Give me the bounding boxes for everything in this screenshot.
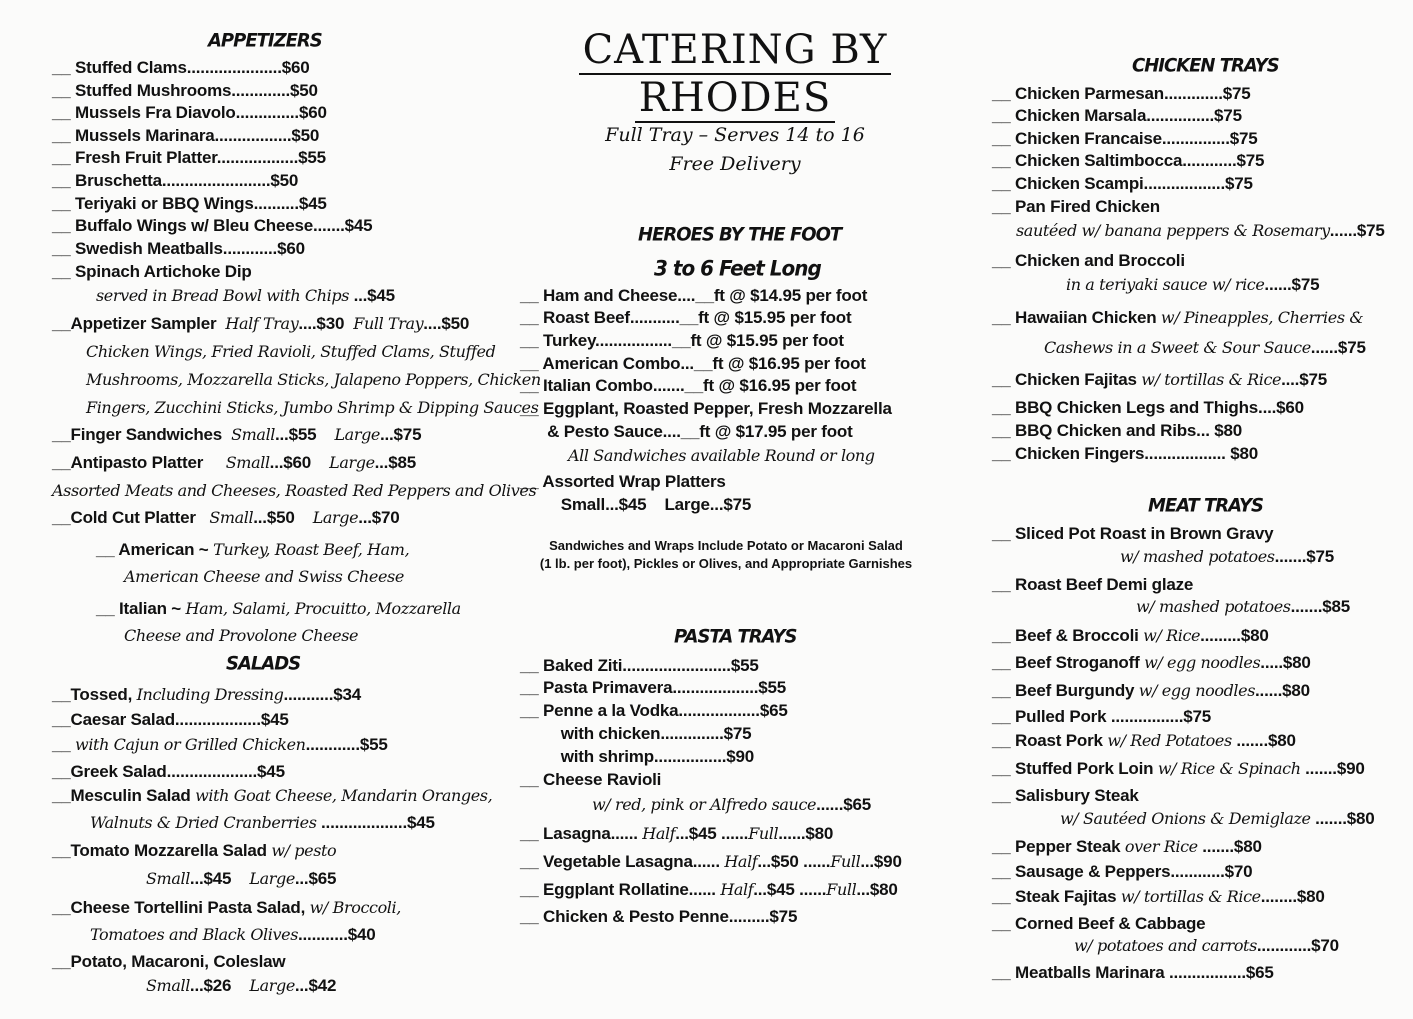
item-text: __ Sliced Pot Roast in Brown Gravy <box>992 524 1274 543</box>
item-note: Cheese and Provolone Cheese <box>124 626 359 645</box>
item-note: Full <box>748 824 779 843</box>
meat-item <box>992 862 1252 882</box>
item-text: __ Chicken Fingers.................. $80 <box>992 444 1258 463</box>
chicken-item <box>992 151 1264 171</box>
heroes-item <box>520 354 866 374</box>
item-text: __ Ham and Cheese....__ft @ $14.95 per foot <box>520 286 868 305</box>
salads-item <box>52 710 289 730</box>
appetizers-item <box>52 216 372 236</box>
item-text: __ Cheese Ravioli <box>520 770 662 789</box>
pasta-item <box>520 678 786 698</box>
chicken-item <box>992 398 1304 418</box>
item-price: ............$55 <box>305 735 388 754</box>
item-note: w/ egg noodles <box>1138 681 1256 700</box>
salads-item <box>146 869 336 889</box>
item-price: ......$75 <box>1310 338 1366 357</box>
appetizers-item <box>52 453 416 473</box>
item-price: .........$80 <box>1200 626 1269 645</box>
appetizers-item <box>52 508 400 528</box>
item-note: Large <box>249 869 295 888</box>
item-text: __ Chicken Marsala...............$75 <box>992 106 1242 125</box>
item-note: Including Dressing <box>136 685 284 704</box>
item-price: ....$30 <box>298 314 354 333</box>
appetizers-item <box>124 626 358 646</box>
item-note: Tomatoes and Black Olives <box>90 925 299 944</box>
meat-item <box>992 887 1325 907</box>
chicken-item <box>992 444 1258 464</box>
salads-item <box>146 976 336 996</box>
item-text: __ Roast Beef...........__ft @ $15.95 per foot <box>520 308 852 327</box>
item-price: ...$45 ...... <box>675 824 749 843</box>
appetizers-heading: APPETIZERS <box>208 29 322 52</box>
item-note: w/ red, pink or Alfredo sauce <box>592 795 817 814</box>
item-text: __ Beef & Broccoli <box>992 626 1144 645</box>
appetizers-item <box>52 58 309 78</box>
chicken-item <box>992 421 1242 441</box>
appetizers-item <box>52 239 305 259</box>
item-text: __ Chicken Fajitas <box>992 370 1142 389</box>
item-text: __ Swedish Meatballs............$60 <box>52 239 305 258</box>
item-text: __ Chicken and Broccoli <box>992 251 1185 270</box>
salads-heading: SALADS <box>226 652 301 675</box>
heroes-item <box>520 376 856 396</box>
pasta-item <box>520 701 788 721</box>
heroes-note-2: (1 lb. per foot), Pickles or Olives, and Appropriate Garnishes <box>539 556 913 571</box>
appetizers-item <box>52 171 298 191</box>
item-note: w/ Red Potatoes <box>1107 731 1232 750</box>
item-note: Large <box>329 453 375 472</box>
item-text: __ Beef Stroganoff <box>992 653 1145 672</box>
item-price: ...$85 <box>374 453 416 472</box>
item-text: __Greek Salad....................$45 <box>52 762 285 781</box>
item-text: __Antipasto Platter <box>52 453 226 472</box>
item-text: __Cold Cut Platter <box>52 508 210 527</box>
appetizers-item <box>52 103 327 123</box>
item-text: __Tossed, <box>52 685 137 704</box>
meat-item <box>992 786 1139 806</box>
item-note: Full <box>826 880 857 899</box>
item-text: __ Steak Fajitas <box>992 887 1121 906</box>
pasta-item <box>520 656 759 676</box>
item-text: __Mesculin Salad <box>52 786 196 805</box>
pasta-item <box>520 747 754 767</box>
appetizers-item <box>52 314 469 334</box>
appetizers-item <box>52 148 326 168</box>
item-text: __ Mussels Marinara.................$50 <box>52 126 320 145</box>
item-note: w/ egg noodles <box>1144 653 1261 672</box>
item-text: __Appetizer Sampler <box>52 314 226 333</box>
chicken-item <box>992 106 1242 126</box>
meat-item <box>992 653 1311 673</box>
item-text: __ <box>52 735 76 754</box>
item-price: ......$80 <box>1255 681 1310 700</box>
heroes-heading: HEROES BY THE FOOT <box>638 223 842 246</box>
item-text: __ BBQ Chicken and Ribs... $80 <box>992 421 1243 440</box>
item-text: __ Chicken Parmesan.............$75 <box>992 84 1251 103</box>
item-text: __ Italian Combo.......__ft @ $16.95 per foot <box>520 376 857 395</box>
item-price: .......$90 <box>1300 759 1365 778</box>
item-price: .....$80 <box>1260 653 1311 672</box>
appetizers-item <box>96 540 409 560</box>
item-price: ............$70 <box>1256 936 1339 955</box>
item-price: ...$60 <box>269 453 330 472</box>
item-price: ...$55 <box>275 425 335 444</box>
heroes-item <box>520 331 844 351</box>
item-text: __ Bruschetta........................$50 <box>52 171 299 190</box>
item-note: w/ potatoes and carrots <box>1074 936 1257 955</box>
appetizers-item <box>52 126 319 146</box>
item-text: __ American Combo...__ft @ $16.95 per foot <box>520 354 866 373</box>
salads-item <box>52 786 492 806</box>
appetizers-item <box>52 81 318 101</box>
item-price: ...$26 <box>189 976 250 995</box>
item-price: ...$65 <box>294 869 337 888</box>
item-text: __ Chicken & Pesto Penne.........$75 <box>520 907 798 926</box>
item-price: ...$70 <box>358 508 400 527</box>
chicken-item <box>992 370 1327 390</box>
heroes-item <box>520 308 851 328</box>
item-price: ....$75 <box>1281 370 1327 389</box>
item-price: ...$75 <box>379 425 422 444</box>
item-note: All Sandwiches available Round or long <box>568 446 875 465</box>
meat-item <box>992 681 1310 701</box>
heroes-note-1: Sandwiches and Wraps Include Potato or Macaroni Salad <box>549 538 903 553</box>
pasta-item <box>520 824 833 844</box>
item-text: __ Vegetable Lasagna...... <box>520 852 725 871</box>
item-note: Large <box>334 425 380 444</box>
item-price: .......$80 <box>1231 731 1296 750</box>
meat-item <box>1136 597 1350 617</box>
item-text: __ Lasagna...... <box>520 824 643 843</box>
item-price: ........$80 <box>1260 887 1325 906</box>
item-note: Assorted Meats and Cheeses, Roasted Red Peppers and Olives <box>52 481 537 500</box>
item-text: __ Corned Beef & Cabbage <box>992 914 1206 933</box>
chicken-item <box>992 84 1251 104</box>
item-price: .......$85 <box>1290 597 1351 616</box>
item-text: __ Buffalo Wings w/ Bleu Cheese.......$45 <box>52 216 373 235</box>
item-price: ...$90 <box>860 852 902 871</box>
item-note: Mushrooms, Mozzarella Sticks, Jalapeno Poppers, Chicken <box>86 370 541 389</box>
appetizers-item <box>86 370 541 390</box>
item-note: Large <box>312 508 359 527</box>
pasta-item <box>520 770 661 790</box>
pasta-item <box>520 907 797 927</box>
appetizers-item <box>52 194 327 214</box>
item-price: ...$45 ...... <box>753 880 827 899</box>
meat-item <box>992 626 1269 646</box>
item-price: ......$75 <box>1264 275 1320 294</box>
salads-item <box>52 952 285 972</box>
item-price: ...................$45 <box>316 813 435 832</box>
pasta-item <box>520 724 751 744</box>
item-text: __ BBQ Chicken Legs and Thighs....$60 <box>992 398 1304 417</box>
item-text: __ Pulled Pork ................$75 <box>992 707 1212 726</box>
meat-heading: MEAT TRAYS <box>1148 494 1263 517</box>
meat-item <box>992 524 1273 544</box>
heroes-item <box>520 472 726 492</box>
item-text: __Tomato Mozzarella Salad <box>52 841 272 860</box>
item-text: __ Spinach Artichoke Dip <box>52 262 252 281</box>
item-text: __ Pasta Primavera...................$55 <box>520 678 787 697</box>
item-text: __Potato, Macaroni, Coleslaw <box>52 952 286 971</box>
heroes-item <box>568 446 875 466</box>
heroes-item <box>520 399 892 419</box>
item-price: ...$45 <box>189 869 250 888</box>
item-text: __ Pan Fired Chicken <box>992 197 1160 216</box>
item-note: in a teriyaki sauce w/ rice <box>1066 275 1265 294</box>
item-price: ...$42 <box>294 976 337 995</box>
item-price: ...$80 <box>856 880 898 899</box>
item-text: __ Salisbury Steak <box>992 786 1139 805</box>
item-text: & Pesto Sauce....__ft @ $17.95 per foot <box>520 422 853 441</box>
item-note: w/ mashed potatoes <box>1120 547 1275 566</box>
item-text: __ Italian ~ <box>96 599 186 618</box>
item-note: w/ Sautéed Onions & Demiglaze <box>1060 809 1311 828</box>
salads-item <box>52 841 336 861</box>
pasta-heading: PASTA TRAYS <box>674 625 797 648</box>
chicken-item <box>992 174 1253 194</box>
chicken-item <box>992 308 1363 328</box>
item-note: Half <box>724 852 758 871</box>
item-note: w/ Rice & Spinach <box>1157 759 1301 778</box>
heroes-item <box>520 422 853 442</box>
item-text: __ Turkey.................__ft @ $15.95 per foot <box>520 331 844 350</box>
item-note: Small <box>146 869 190 888</box>
appetizers-item <box>52 481 536 501</box>
chicken-item <box>992 251 1185 271</box>
meat-item <box>992 731 1296 751</box>
appetizers-item <box>52 262 252 282</box>
item-text: __ Mussels Fra Diavolo..............$60 <box>52 103 327 122</box>
item-note: w/ Pineapples, Cherries & <box>1160 308 1364 327</box>
item-text: __Finger Sandwiches <box>52 425 232 444</box>
chicken-item <box>992 197 1160 217</box>
salads-item <box>52 685 361 705</box>
item-note: w/ tortillas & Rice <box>1141 370 1282 389</box>
item-text: __ Pepper Steak <box>992 837 1125 856</box>
chicken-heading: CHICKEN TRAYS <box>1132 54 1279 77</box>
item-text: __ Roast Beef Demi glaze <box>992 575 1194 594</box>
chicken-item <box>1066 275 1319 295</box>
item-note: Turkey, Roast Beef, Ham, <box>213 540 410 559</box>
item-note: with Goat Cheese, Mandarin Oranges, <box>195 786 493 805</box>
item-price: ...$50 ...... <box>757 852 831 871</box>
item-note: w/ pesto <box>271 841 337 860</box>
item-note: Half <box>720 880 754 899</box>
heroes-item <box>520 286 867 306</box>
item-text: __ Beef Burgundy <box>992 681 1139 700</box>
item-note: w/ mashed potatoes <box>1136 597 1291 616</box>
item-price: .......$80 <box>1197 837 1262 856</box>
salads-item <box>90 925 376 945</box>
item-note: Small <box>146 976 190 995</box>
chicken-item <box>992 129 1257 149</box>
item-text: __ Baked Ziti........................$55 <box>520 656 759 675</box>
item-price: ...$50 <box>253 508 313 527</box>
meat-item <box>992 963 1274 983</box>
item-text: __ Eggplant, Roasted Pepper, Fresh Mozzarella <box>520 399 892 418</box>
item-price: .......$80 <box>1310 809 1375 828</box>
item-note: Half <box>642 824 676 843</box>
appetizers-item <box>52 425 421 445</box>
item-price: ...........$34 <box>283 685 361 704</box>
item-note: Walnuts & Dried Cranberries <box>90 813 317 832</box>
item-text: __Cheese Tortellini Pasta Salad, <box>52 898 310 917</box>
item-text: __ Teriyaki or BBQ Wings..........$45 <box>52 194 327 213</box>
item-price: ......$80 <box>778 824 834 843</box>
tagline-delivery: Free Delivery <box>669 153 801 175</box>
meat-item <box>992 914 1205 934</box>
salads-item <box>90 813 435 833</box>
meat-item <box>1074 936 1339 956</box>
pasta-item <box>592 795 871 815</box>
item-text: __ Penne a la Vodka..................$65 <box>520 701 788 720</box>
item-text: __ Stuffed Clams.....................$60 <box>52 58 310 77</box>
item-note: w/ Broccoli, <box>309 898 401 917</box>
salads-item <box>52 762 285 782</box>
item-note: Chicken Wings, Fried Ravioli, Stuffed Clams, Stuffed <box>86 342 496 361</box>
item-note: served in Bread Bowl with Chips <box>96 286 350 305</box>
item-text: __Caesar Salad...................$45 <box>52 710 289 729</box>
meat-item <box>992 707 1211 727</box>
appetizers-item <box>96 286 395 306</box>
item-text: __ Sausage & Peppers............$70 <box>992 862 1253 881</box>
item-note: Ham, Salami, Procuitto, Mozzarella <box>185 599 461 618</box>
meat-item <box>992 837 1262 857</box>
item-text: __ Fresh Fruit Platter..................$55 <box>52 148 326 167</box>
meat-item <box>992 759 1365 779</box>
item-note: Cashews in a Sweet & Sour Sauce <box>1044 338 1311 357</box>
item-text: __ Hawaiian Chicken <box>992 308 1161 327</box>
item-note: over Rice <box>1124 837 1198 856</box>
item-price: ......$75 <box>1329 221 1385 240</box>
item-text: with chicken..............$75 <box>520 724 752 743</box>
item-note: Half Tray <box>225 314 299 333</box>
pasta-item <box>520 852 902 872</box>
item-note: Full <box>830 852 861 871</box>
chicken-item <box>1016 221 1385 241</box>
item-price: ....$50 <box>423 314 470 333</box>
item-text: __ Assorted Wrap Platters <box>520 472 726 491</box>
item-price: ...$45 <box>349 286 395 305</box>
item-note: w/ Rice <box>1143 626 1201 645</box>
tagline-serves: Full Tray – Serves 14 to 16 <box>605 124 865 146</box>
title-line-2: RHODES <box>520 75 950 121</box>
salads-item <box>52 735 388 755</box>
heroes-item <box>520 495 751 515</box>
appetizers-item <box>124 567 404 587</box>
salads-item <box>52 898 401 918</box>
heroes-subheading: 3 to 6 Feet Long <box>654 255 821 281</box>
item-text: __ Stuffed Pork Loin <box>992 759 1158 778</box>
pasta-item <box>520 880 898 900</box>
item-note: Fingers, Zucchini Sticks, Jumbo Shrimp & Dipping Sauces <box>86 398 539 417</box>
item-note: w/ tortillas & Rice <box>1120 887 1261 906</box>
item-text: Small...$45 Large...$75 <box>520 495 752 514</box>
meat-item <box>1120 547 1334 567</box>
item-note: Small <box>225 453 270 472</box>
item-text: __ Eggplant Rollatine...... <box>520 880 721 899</box>
item-price: .......$75 <box>1274 547 1335 566</box>
appetizers-item <box>86 342 495 362</box>
item-text: __ Chicken Scampi..................$75 <box>992 174 1253 193</box>
item-note: Large <box>249 976 295 995</box>
meat-item <box>1060 809 1375 829</box>
item-note: with Cajun or Grilled Chicken <box>75 735 306 754</box>
meat-item <box>992 575 1193 595</box>
item-text: with shrimp................$90 <box>520 747 755 766</box>
item-note: Small <box>231 425 276 444</box>
appetizers-item <box>86 398 538 418</box>
item-price: ...........$40 <box>298 925 376 944</box>
item-text: __ Roast Pork <box>992 731 1108 750</box>
appetizers-item <box>96 599 461 619</box>
item-price: ......$65 <box>816 795 871 814</box>
item-note: Small <box>209 508 254 527</box>
title-line-1: CATERING BY <box>520 27 950 73</box>
item-text: __ Chicken Saltimbocca............$75 <box>992 151 1265 170</box>
item-note: sautéed w/ banana peppers & Rosemary <box>1016 221 1330 240</box>
item-note: Full Tray <box>353 314 424 333</box>
item-text: __ Chicken Francaise...............$75 <box>992 129 1258 148</box>
chicken-item <box>1044 338 1366 358</box>
item-text: __ American ~ <box>96 540 214 559</box>
item-text: __ Meatballs Marinara .................$65 <box>992 963 1274 982</box>
item-note: American Cheese and Swiss Cheese <box>124 567 404 586</box>
item-text: __ Stuffed Mushrooms.............$50 <box>52 81 318 100</box>
